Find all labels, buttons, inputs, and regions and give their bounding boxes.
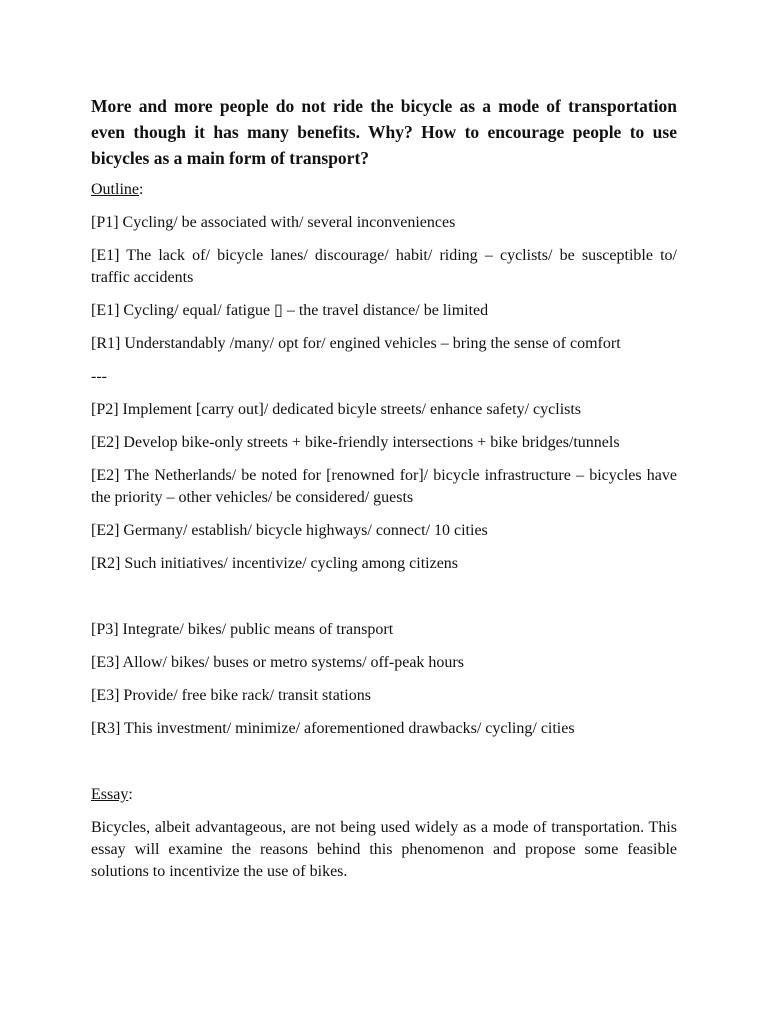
- outline-line: [E2] The Netherlands/ be noted for [renowned for]/ bicycle infrastructure – bicycles have the priority – other vehicles/ be considered/ guests: [91, 467, 677, 506]
- outline-line: [P1] Cycling/ be associated with/ several inconveniences: [91, 214, 456, 231]
- outline-heading: [91, 179, 677, 201]
- outline-separator: ---: [91, 368, 107, 385]
- outline-list: [91, 212, 677, 575]
- outline-line: [E1] The lack of/ bicycle lanes/ discourage/ habit/ riding – cyclists/ be susceptible to/ traffic accidents: [91, 247, 677, 286]
- outline-line: [E3] Provide/ free bike rack/ transit stations: [91, 687, 371, 704]
- outline-line: [E1] Cycling/ equal/ fatigue ▯ – the travel distance/ be limited: [91, 302, 489, 319]
- outline-line: [P2] Implement [carry out]/ dedicated bicyle streets/ enhance safety/ cyclists: [91, 401, 582, 418]
- essay-colon: :: [128, 786, 133, 803]
- essay-heading: [91, 784, 677, 806]
- essay-question-title: More and more people do not ride the bicycle as a mode of transportation even though it has many benefits. Why? How to encourage people to use bicycles as a main form of transport?: [91, 96, 677, 168]
- blank-line: [91, 586, 677, 619]
- outline-line: [R2] Such initiatives/ incentivize/ cycling among citizens: [91, 555, 459, 572]
- outline-line: [E2] Develop bike-only streets + bike-friendly intersections + bike bridges/tunnels: [91, 434, 620, 451]
- essay-intro-paragraph: Bicycles, albeit advantageous, are not being used widely as a mode of transportation. This essay will examine the reasons behind this phenomenon and propose some feasible solutions to incentivize the use of bikes.: [91, 819, 677, 880]
- document-page: [91, 93, 677, 894]
- outline-line: [E3] Allow/ bikes/ buses or metro systems/ off-peak hours: [91, 654, 464, 671]
- outline-line: [E2] Germany/ establish/ bicycle highways/ connect/ 10 cities: [91, 522, 488, 539]
- outline-line: [R1] Understandably /many/ opt for/ engined vehicles – bring the sense of comfort: [91, 335, 621, 352]
- outline-line: [R3] This investment/ minimize/ aforementioned drawbacks/ cycling/ cities: [91, 720, 575, 737]
- essay-label: Essay: [91, 786, 129, 803]
- outline-colon: :: [139, 181, 144, 198]
- blank-line: [91, 751, 677, 784]
- outline-list-p3: [91, 619, 677, 740]
- outline-line: [P3] Integrate/ bikes/ public means of transport: [91, 621, 394, 638]
- outline-label: Outline: [91, 181, 139, 198]
